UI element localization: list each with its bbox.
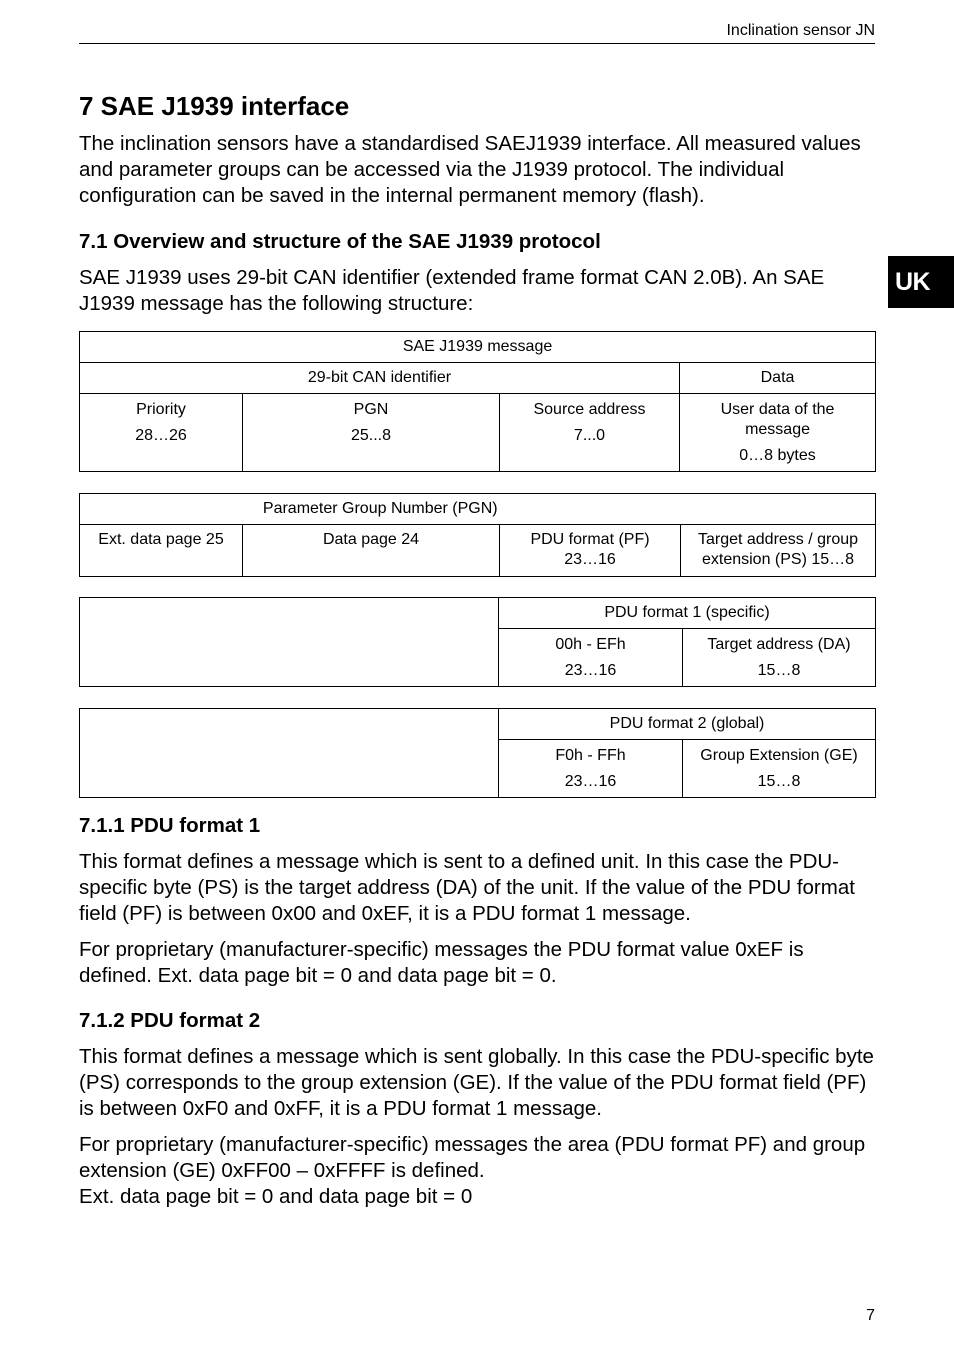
- cell-label: Source address: [533, 401, 646, 418]
- section-7-1-heading: 7.1 Overview and structure of the SAE J1939 protocol: [79, 230, 601, 253]
- section-7-heading: 7 SAE J1939 interface: [79, 91, 350, 121]
- pdu-format-2-table: [79, 708, 876, 798]
- target-address-cell: Target address / group extension (PS) 15…8: [681, 525, 876, 577]
- page-number: 7: [866, 1307, 875, 1324]
- cell-bits: 0…8 bytes: [739, 447, 816, 464]
- cell-label: Target address (DA): [707, 636, 851, 653]
- data-page-cell: Data page 24: [243, 525, 500, 577]
- cell-bits: 15…8: [757, 773, 801, 790]
- cell-bits: 7...0: [573, 427, 606, 444]
- target-address-da-cell: [683, 629, 876, 687]
- cell-label: PGN: [353, 401, 389, 418]
- section-7-intro: The inclination sensors have a standardised SAEJ1939 interface. All measured values and parameter groups can be accessed via the J1939 protocol. The individual configuration can be saved in the internal permanent memory (flash).: [79, 132, 861, 207]
- running-header: Inclination sensor JN: [726, 22, 875, 39]
- header-divider: [79, 43, 875, 44]
- cell-label: F0h - FFh: [555, 747, 626, 764]
- cell-bits: 23…16: [564, 662, 617, 679]
- section-7-1-2-paragraph-1: This format defines a message which is sent globally. In this case the PDU-specific byte (PS) corresponds to the group extension (GE). If the value of the PDU format field (PF) is between 0xF0 and 0xFF, it is a PDU format 1 message.: [79, 1045, 874, 1120]
- section-7-1-1-heading: 7.1.1 PDU format 1: [79, 814, 261, 837]
- cell-bits: 23…16: [564, 773, 617, 790]
- section-7-1-1-paragraph-1: This format defines a message which is sent to a defined unit. In this case the PDU-specific byte (PS) is the target address (DA) of the unit. If the value of the PDU format field (PF) is between 0x00 and 0xEF, it is a PDU format 1 message.: [79, 850, 855, 925]
- table-header: SAE J1939 message: [80, 332, 876, 363]
- section-7-1-2-heading: 7.1.2 PDU format 2: [79, 1009, 261, 1032]
- table-header: Parameter Group Number (PGN): [80, 494, 681, 525]
- source-address-cell: [500, 394, 680, 472]
- section-7-1-intro: SAE J1939 uses 29-bit CAN identifier (extended frame format CAN 2.0B). An SAE J1939 message has the following structure:: [79, 266, 825, 315]
- pdu-format-1-table: [79, 597, 876, 687]
- ext-data-page-cell: Ext. data page 25: [80, 525, 243, 577]
- data-cell: Data: [680, 363, 876, 394]
- cell-label: Group Extension (GE): [700, 747, 858, 764]
- cell-label: 00h - EFh: [555, 636, 626, 653]
- group-extension-cell: [683, 740, 876, 798]
- section-7-1-2-paragraph-3: Ext. data page bit = 0 and data page bit = 0: [79, 1185, 473, 1208]
- pf-range-cell: [499, 629, 683, 687]
- language-tab: UK: [888, 256, 954, 308]
- pf-range-cell: [499, 740, 683, 798]
- pdu-format-cell: PDU format (PF) 23…16: [500, 525, 681, 577]
- cell-label: Priority: [136, 401, 186, 418]
- cell-bits: 28…26: [135, 427, 187, 444]
- pgn-table: [79, 493, 876, 577]
- table-header: PDU format 1 (specific): [499, 598, 876, 629]
- pgn-cell: [243, 394, 500, 472]
- can-identifier-cell: 29-bit CAN identifier: [80, 363, 680, 394]
- j1939-message-table: [79, 331, 876, 472]
- user-data-cell: [680, 394, 876, 472]
- priority-cell: [80, 394, 243, 472]
- cell-bits: 25...8: [350, 427, 392, 444]
- section-7-1-1-paragraph-2: For proprietary (manufacturer-specific) messages the PDU format value 0xEF is defined. Ext. data page bit = 0 and data page bit = 0.: [79, 938, 804, 987]
- section-7-1-2-paragraph-2: For proprietary (manufacturer-specific) messages the area (PDU format PF) and group extension (GE) 0xFF00 – 0xFFFF is defined.: [79, 1133, 866, 1182]
- table-header: PDU format 2 (global): [499, 709, 876, 740]
- cell-bits: 15…8: [757, 662, 801, 679]
- cell-label: User data of the message: [720, 401, 835, 438]
